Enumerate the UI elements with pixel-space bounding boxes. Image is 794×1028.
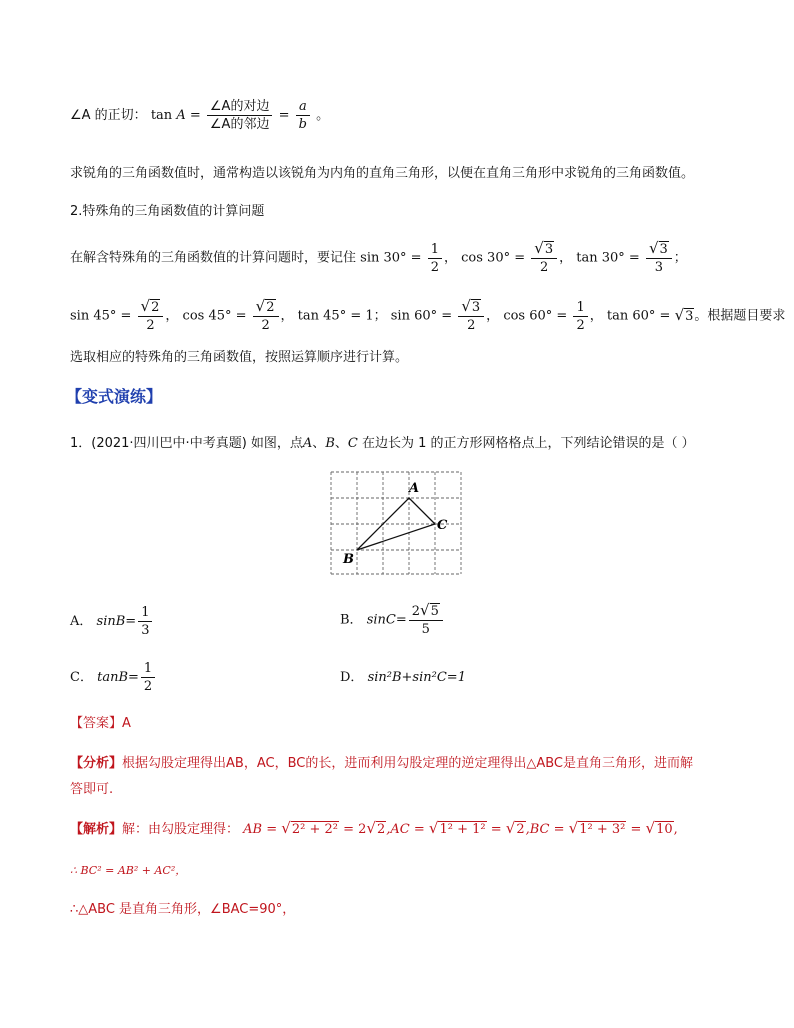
solution-AB-val-sqrt <box>366 819 386 837</box>
tan-def-prefix: ∠A 的正切： <box>70 108 147 123</box>
solution-end: , <box>673 822 678 837</box>
option-A-label: A． <box>70 614 93 629</box>
solution-AC-sqrt <box>429 819 487 837</box>
solution-AB: AB = <box>243 822 278 837</box>
tan30-den: 3 <box>654 260 664 275</box>
solution-BC-sqrt <box>569 819 627 837</box>
option-B-expr: sinC= <box>366 612 407 628</box>
comma-5: ， <box>486 308 500 324</box>
label-A: A <box>409 481 420 496</box>
cos30-rad: 3 <box>544 242 554 257</box>
solution-line-2: ∴ BC² = AB² + AC²， <box>70 864 187 877</box>
option-B-rad: 5 <box>430 604 439 619</box>
solution-BC-rad: 1² + 3² <box>579 822 626 837</box>
option-C-label: C． <box>70 670 93 685</box>
tan-def-den: ∠A的邻边 <box>209 117 270 132</box>
option-C-expr: tanB= <box>97 670 139 685</box>
cos30-value <box>531 240 557 276</box>
special-line-1 <box>70 240 687 276</box>
option-A-expr: sinB= <box>96 614 137 629</box>
tan-def-tan: tan <box>150 108 173 123</box>
section-title: 【变式演练】 <box>66 387 163 406</box>
option-B-den: 5 <box>421 622 430 637</box>
question-pre: 1．(2021·四川巴中·中考真题) 如图，点 <box>70 436 303 451</box>
tan-def-a: a <box>296 98 310 116</box>
solution-AB-r: 2 <box>376 822 386 837</box>
sqrt-icon: √ <box>674 305 685 324</box>
solution-AC-val: = <box>490 822 502 837</box>
solution-AC-rad: 1² + 1² <box>439 822 486 837</box>
tan-definition <box>70 98 329 133</box>
sqrt-icon: √ <box>505 819 516 837</box>
label-C: C <box>437 518 448 533</box>
tan60-label: tan 60° = <box>606 308 671 324</box>
cos60-num: 1 <box>573 299 587 317</box>
sin45-num <box>138 298 164 317</box>
analysis-text-1: 根据勾股定理得出AB，AC，BC的长，进而利用勾股定理的逆定理得出△ABC是直角三角形，进而解 <box>122 756 693 771</box>
cos45-value <box>253 298 279 334</box>
sin45-rad: 2 <box>151 300 160 315</box>
tan-def-fraction-words <box>207 98 273 133</box>
special-line-3: 选取相应的特殊角的三角函数值，按照运算顺序进行计算。 <box>70 350 409 365</box>
tan-def-eq1: = <box>189 108 201 123</box>
cos45-den: 2 <box>261 318 270 333</box>
sqrt-icon: √ <box>645 819 656 837</box>
sin60-label: sin 60° = <box>390 308 453 324</box>
cos60-value <box>573 299 587 334</box>
question-text <box>70 432 695 451</box>
tan30-rad: 3 <box>659 242 668 257</box>
option-B-fraction <box>409 602 443 638</box>
sqrt-icon: √ <box>568 819 579 837</box>
cos45-num <box>253 298 279 317</box>
sqrt-icon: √ <box>648 239 659 257</box>
option-C-fraction <box>141 660 155 695</box>
sin60-num <box>458 298 484 317</box>
sqrt-icon: √ <box>281 819 291 837</box>
solution-BC-val-sqrt <box>646 819 674 837</box>
comma-3: ， <box>165 308 179 324</box>
grid-figure <box>326 466 466 578</box>
solution-AC: ,AC = <box>386 822 425 837</box>
sin30-num: 1 <box>428 241 442 259</box>
solution-line-1 <box>70 818 678 837</box>
tan30-label: tan 30° = <box>576 250 640 266</box>
label-B: B <box>343 552 354 567</box>
option-B-label: B． <box>340 612 363 628</box>
solution-AB-sqrt <box>281 819 339 837</box>
solution-AC-val-sqrt <box>506 819 526 837</box>
tan-def-eq2: = <box>278 108 290 123</box>
sin45-value <box>138 298 164 334</box>
special-intro: 在解含特殊角的三角函数值的计算问题时，要记住 <box>70 250 357 266</box>
solution-intro: 解：由勾股定理得： <box>122 822 240 837</box>
sin30-label: sin 30° = <box>360 250 422 266</box>
solution-BC-val: = <box>630 822 642 837</box>
sin30-value <box>428 241 442 276</box>
option-C[interactable] <box>70 660 157 695</box>
answer-label: 【答案】 <box>70 716 123 731</box>
cos30-den: 2 <box>540 260 549 275</box>
tan-def-end: 。 <box>316 108 330 123</box>
sqrt-icon: √ <box>255 297 266 315</box>
sin45-label: sin 45° = <box>70 308 132 324</box>
sin60-rad: 3 <box>471 300 481 315</box>
sqrt-icon: √ <box>420 601 430 619</box>
analysis-line-1 <box>70 752 693 771</box>
question-sep-2: 、 <box>334 436 348 451</box>
answer-line <box>70 712 131 731</box>
comma-1: ， <box>443 250 457 266</box>
sqrt-icon: √ <box>428 819 439 837</box>
solution-line-3: ∴△ABC 是直角三角形，∠BAC=90°， <box>70 902 296 917</box>
special-line-2 <box>70 298 785 334</box>
comma-4: ， <box>280 308 294 324</box>
question-post: 在边长为 1 的正方形网格格点上，下列结论错误的是（ ） <box>361 436 695 451</box>
option-B[interactable] <box>340 602 445 638</box>
analysis-line-2: 答即可. <box>70 782 114 797</box>
semi-1: ； <box>673 250 687 266</box>
tan45-label: tan 45° = 1； <box>297 308 387 324</box>
option-B-coef: 2 <box>411 604 421 619</box>
tan30-num <box>646 240 672 259</box>
sqrt-icon: √ <box>366 819 376 837</box>
sin60-den: 2 <box>467 318 476 333</box>
cos60-den: 2 <box>576 317 585 333</box>
cos45-rad: 2 <box>266 300 275 315</box>
heading-special-angles: 2.特殊角的三角函数值的计算问题 <box>70 204 265 219</box>
option-A[interactable] <box>70 604 154 639</box>
special-tail: 。根据题目要求 <box>694 308 786 324</box>
cos30-label: cos 30° = <box>461 250 526 266</box>
option-A-den: 3 <box>141 623 150 638</box>
sin45-den: 2 <box>146 318 155 333</box>
tan30-value <box>646 240 672 276</box>
cos45-label: cos 45° = <box>182 308 247 324</box>
sqrt-icon: √ <box>461 297 471 315</box>
question-sep-1: 、 <box>312 436 326 451</box>
construct-paragraph: 求锐角的三角函数值时，通常构造以该锐角为内角的直角三角形，以便在直角三角形中求锐角的三角函数值。 <box>70 166 695 181</box>
question-B: B <box>325 436 335 451</box>
sqrt-icon: √ <box>140 297 151 315</box>
solution-AB-val: = 2 <box>343 822 367 837</box>
tan60-value <box>675 306 695 324</box>
option-D-label: D． <box>340 670 364 685</box>
solution-BC: ,BC = <box>525 822 565 837</box>
solution-label: 【解析】 <box>70 822 123 837</box>
tan-def-A: A <box>176 108 186 123</box>
sin30-den: 2 <box>430 259 439 275</box>
option-A-fraction <box>138 604 152 639</box>
option-A-num: 1 <box>138 604 152 622</box>
tan-def-fraction-ab <box>296 98 310 133</box>
question-C: C <box>347 436 358 451</box>
option-D[interactable] <box>340 666 466 685</box>
comma-2: ， <box>559 250 573 266</box>
tan-def-b: b <box>298 117 307 132</box>
cos30-num <box>531 240 557 259</box>
solution-BC-r: 10 <box>656 822 673 837</box>
analysis-label: 【分析】 <box>70 756 123 771</box>
answer-value: A <box>122 716 131 731</box>
sqrt-icon: √ <box>534 239 544 257</box>
question-A: A <box>302 436 313 451</box>
sin60-value <box>458 298 484 334</box>
solution-AB-rad: 2² + 2² <box>291 822 338 837</box>
option-C-den: 2 <box>143 679 153 694</box>
tan-def-num: ∠A的对边 <box>207 98 273 116</box>
cos60-label: cos 60° = <box>503 308 568 324</box>
option-D-expr: sin²B+sin²C=1 <box>367 670 466 685</box>
option-B-num <box>409 602 443 621</box>
solution-AC-r: 2 <box>516 822 525 837</box>
tan60-rad: 3 <box>685 308 694 324</box>
option-C-num: 1 <box>141 660 155 678</box>
comma-6: ， <box>589 308 603 324</box>
